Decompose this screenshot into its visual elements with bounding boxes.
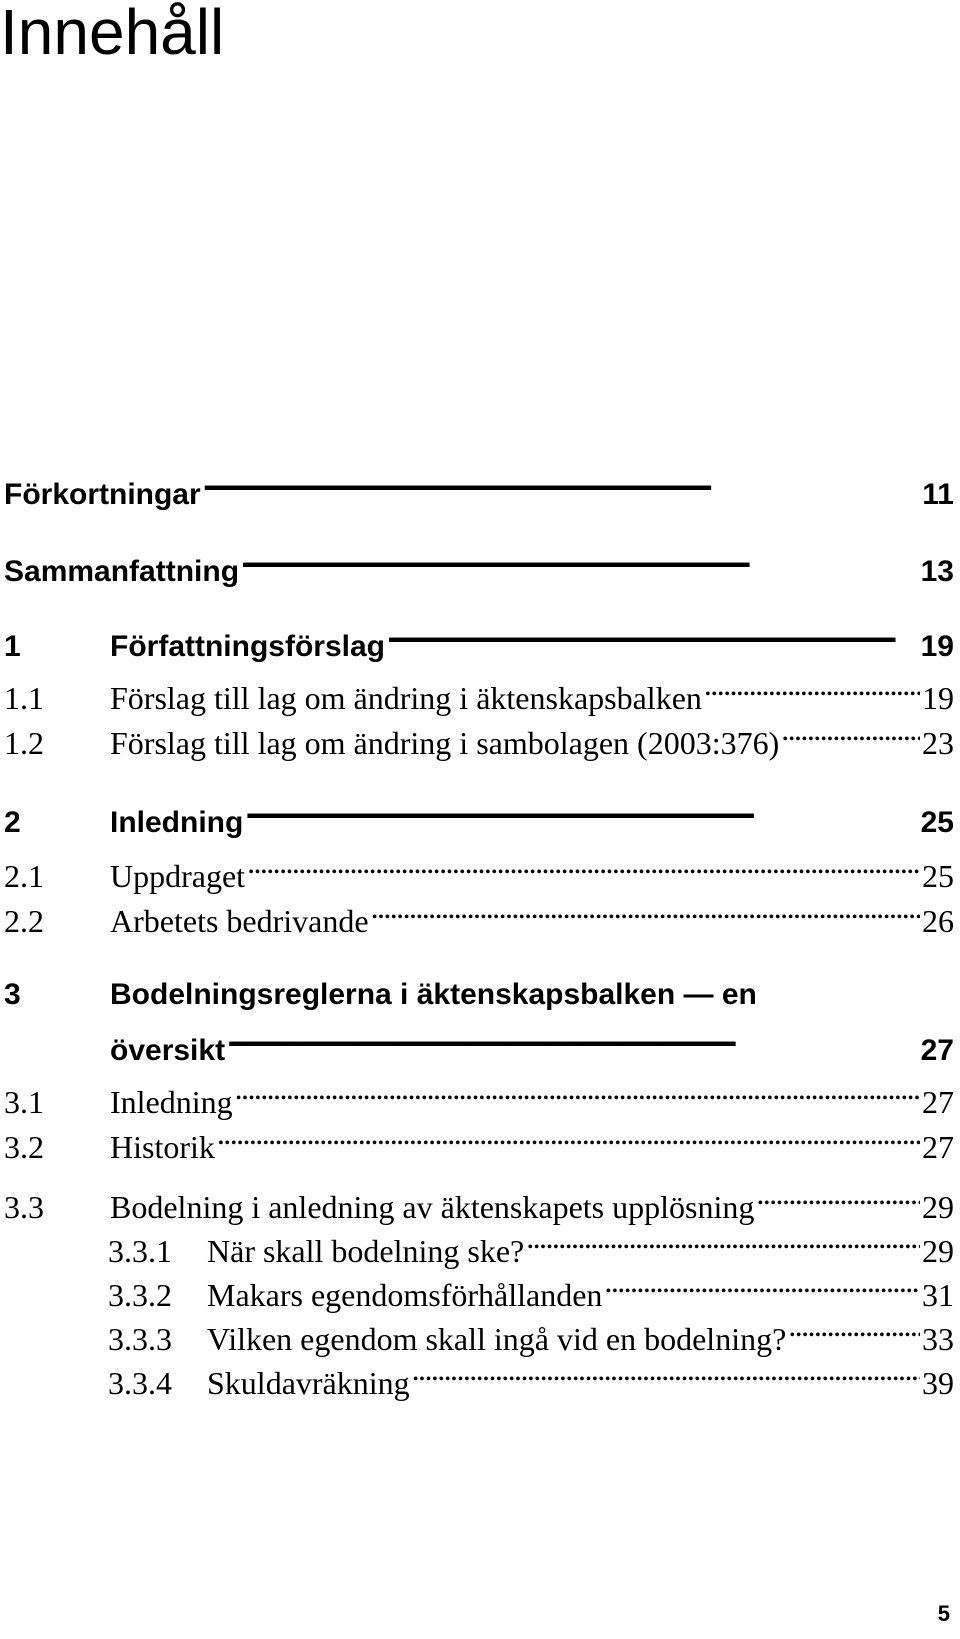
toc-entry[interactable] (4, 722, 954, 762)
toc-leader-dots (227, 1030, 919, 1060)
toc-entry[interactable] (108, 1274, 954, 1314)
toc-entry[interactable] (108, 1230, 954, 1270)
toc-entry[interactable] (4, 855, 954, 895)
toc-entry-page: 11 (922, 478, 954, 511)
toc-entry-first-line[interactable] (4, 978, 954, 1012)
toc-leader-dots (245, 802, 918, 832)
toc-entry-label: Arbetets bedrivande (110, 903, 369, 939)
toc-entry-label: Förkortningar (4, 478, 201, 511)
toc-entry[interactable] (4, 626, 954, 664)
toc-entry-page: 29 (922, 1233, 954, 1269)
page-title: Innehåll (0, 0, 225, 68)
toc-entry-label: Bodelning i anledning av äktenskapets upplösning (110, 1189, 755, 1225)
toc-entry-number: 3.3.4 (108, 1365, 172, 1401)
toc-entry-page: 31 (922, 1277, 954, 1313)
toc-leader-dots (247, 855, 920, 887)
toc-leader-dots (387, 626, 919, 656)
toc-entry-page: 27 (922, 1084, 954, 1120)
toc-entry-label: Inledning (110, 806, 244, 839)
toc-entry[interactable] (4, 802, 954, 840)
toc-leader-dots (788, 1318, 920, 1350)
toc-entry-label: Inledning (110, 1084, 233, 1120)
toc-entry-number: 3.3.3 (108, 1321, 172, 1357)
toc-entry-page: 13 (920, 555, 954, 588)
toc-entry-page: 19 (922, 680, 954, 716)
toc-entry[interactable] (4, 474, 954, 512)
toc-entry-number: 3.3.2 (108, 1277, 172, 1313)
toc-leader-dots (412, 1362, 920, 1394)
toc-entry[interactable] (4, 551, 954, 589)
toc-entry-label: När skall bodelning ske? (207, 1233, 525, 1269)
page-number: 5 (937, 1601, 950, 1626)
toc-entry-number: 1.2 (4, 725, 44, 761)
toc-entry[interactable] (4, 900, 954, 940)
toc-entry-label: Skuldavräkning (207, 1365, 410, 1401)
toc-entry-label: Förslag till lag om ändring i äktenskapsbalken (110, 680, 702, 716)
toc-leader-dots (704, 677, 920, 709)
toc-entry-number: 3.3 (4, 1189, 44, 1225)
toc-entry-label: Uppdraget (110, 858, 246, 894)
toc-entry-page: 23 (922, 725, 954, 761)
toc-entry-number: 1.1 (4, 680, 44, 716)
toc-entry-number: 3.1 (4, 1084, 44, 1120)
toc-entry-number: 2.2 (4, 903, 44, 939)
toc-entry-number: 2 (4, 806, 21, 839)
toc-entry-page: 27 (920, 1034, 954, 1067)
toc-entry[interactable] (4, 1081, 954, 1121)
toc-entry-page: 25 (922, 858, 954, 894)
toc-entry[interactable] (108, 1318, 954, 1358)
toc-entry[interactable] (4, 677, 954, 717)
toc-entry-label: Bodelningsreglerna i äktenskapsbalken — en (110, 978, 757, 1011)
toc-leader-dots (781, 722, 920, 754)
toc-entry[interactable] (110, 1030, 954, 1068)
toc-leader-dots (203, 474, 921, 504)
toc-leader-dots (756, 1186, 920, 1218)
toc-entry-number: 1 (4, 630, 21, 663)
toc-entry-number: 2.1 (4, 858, 44, 894)
toc-entry-label: Författningsförslag (110, 630, 385, 663)
toc-entry-page: 33 (922, 1321, 954, 1357)
toc-leader-dots (235, 1081, 920, 1113)
toc-entry-label: Sammanfattning (4, 555, 240, 588)
toc-entry-label: Vilken egendom skall ingå vid en bodelning? (207, 1321, 787, 1357)
toc-entry-label-continued: översikt (110, 1034, 226, 1067)
toc-entry-label: Historik (110, 1129, 215, 1165)
toc-entry-page: 27 (922, 1129, 954, 1165)
toc-leader-dots (241, 551, 919, 581)
toc-entry[interactable] (108, 1362, 954, 1402)
toc-leader-dots (604, 1274, 920, 1306)
toc-leader-dots (217, 1126, 920, 1158)
toc-entry-number: 3.2 (4, 1129, 44, 1165)
toc-entry-label: Makars egendomsförhållanden (207, 1277, 603, 1313)
toc-entry-label: Förslag till lag om ändring i sambolagen (2003:376) (110, 725, 780, 761)
toc-entry-page: 26 (922, 903, 954, 939)
toc-leader-dots (526, 1230, 920, 1262)
toc-entry-page: 25 (920, 806, 954, 839)
toc-entry[interactable] (4, 1186, 954, 1226)
toc-leader-dots (371, 900, 920, 932)
toc-entry-page: 29 (922, 1189, 954, 1225)
toc-entry-number: 3 (4, 978, 21, 1011)
toc-entry-page: 39 (922, 1365, 954, 1401)
toc-entry[interactable] (4, 1126, 954, 1166)
toc-entry-page: 19 (920, 630, 954, 663)
toc-entry-number: 3.3.1 (108, 1233, 172, 1269)
